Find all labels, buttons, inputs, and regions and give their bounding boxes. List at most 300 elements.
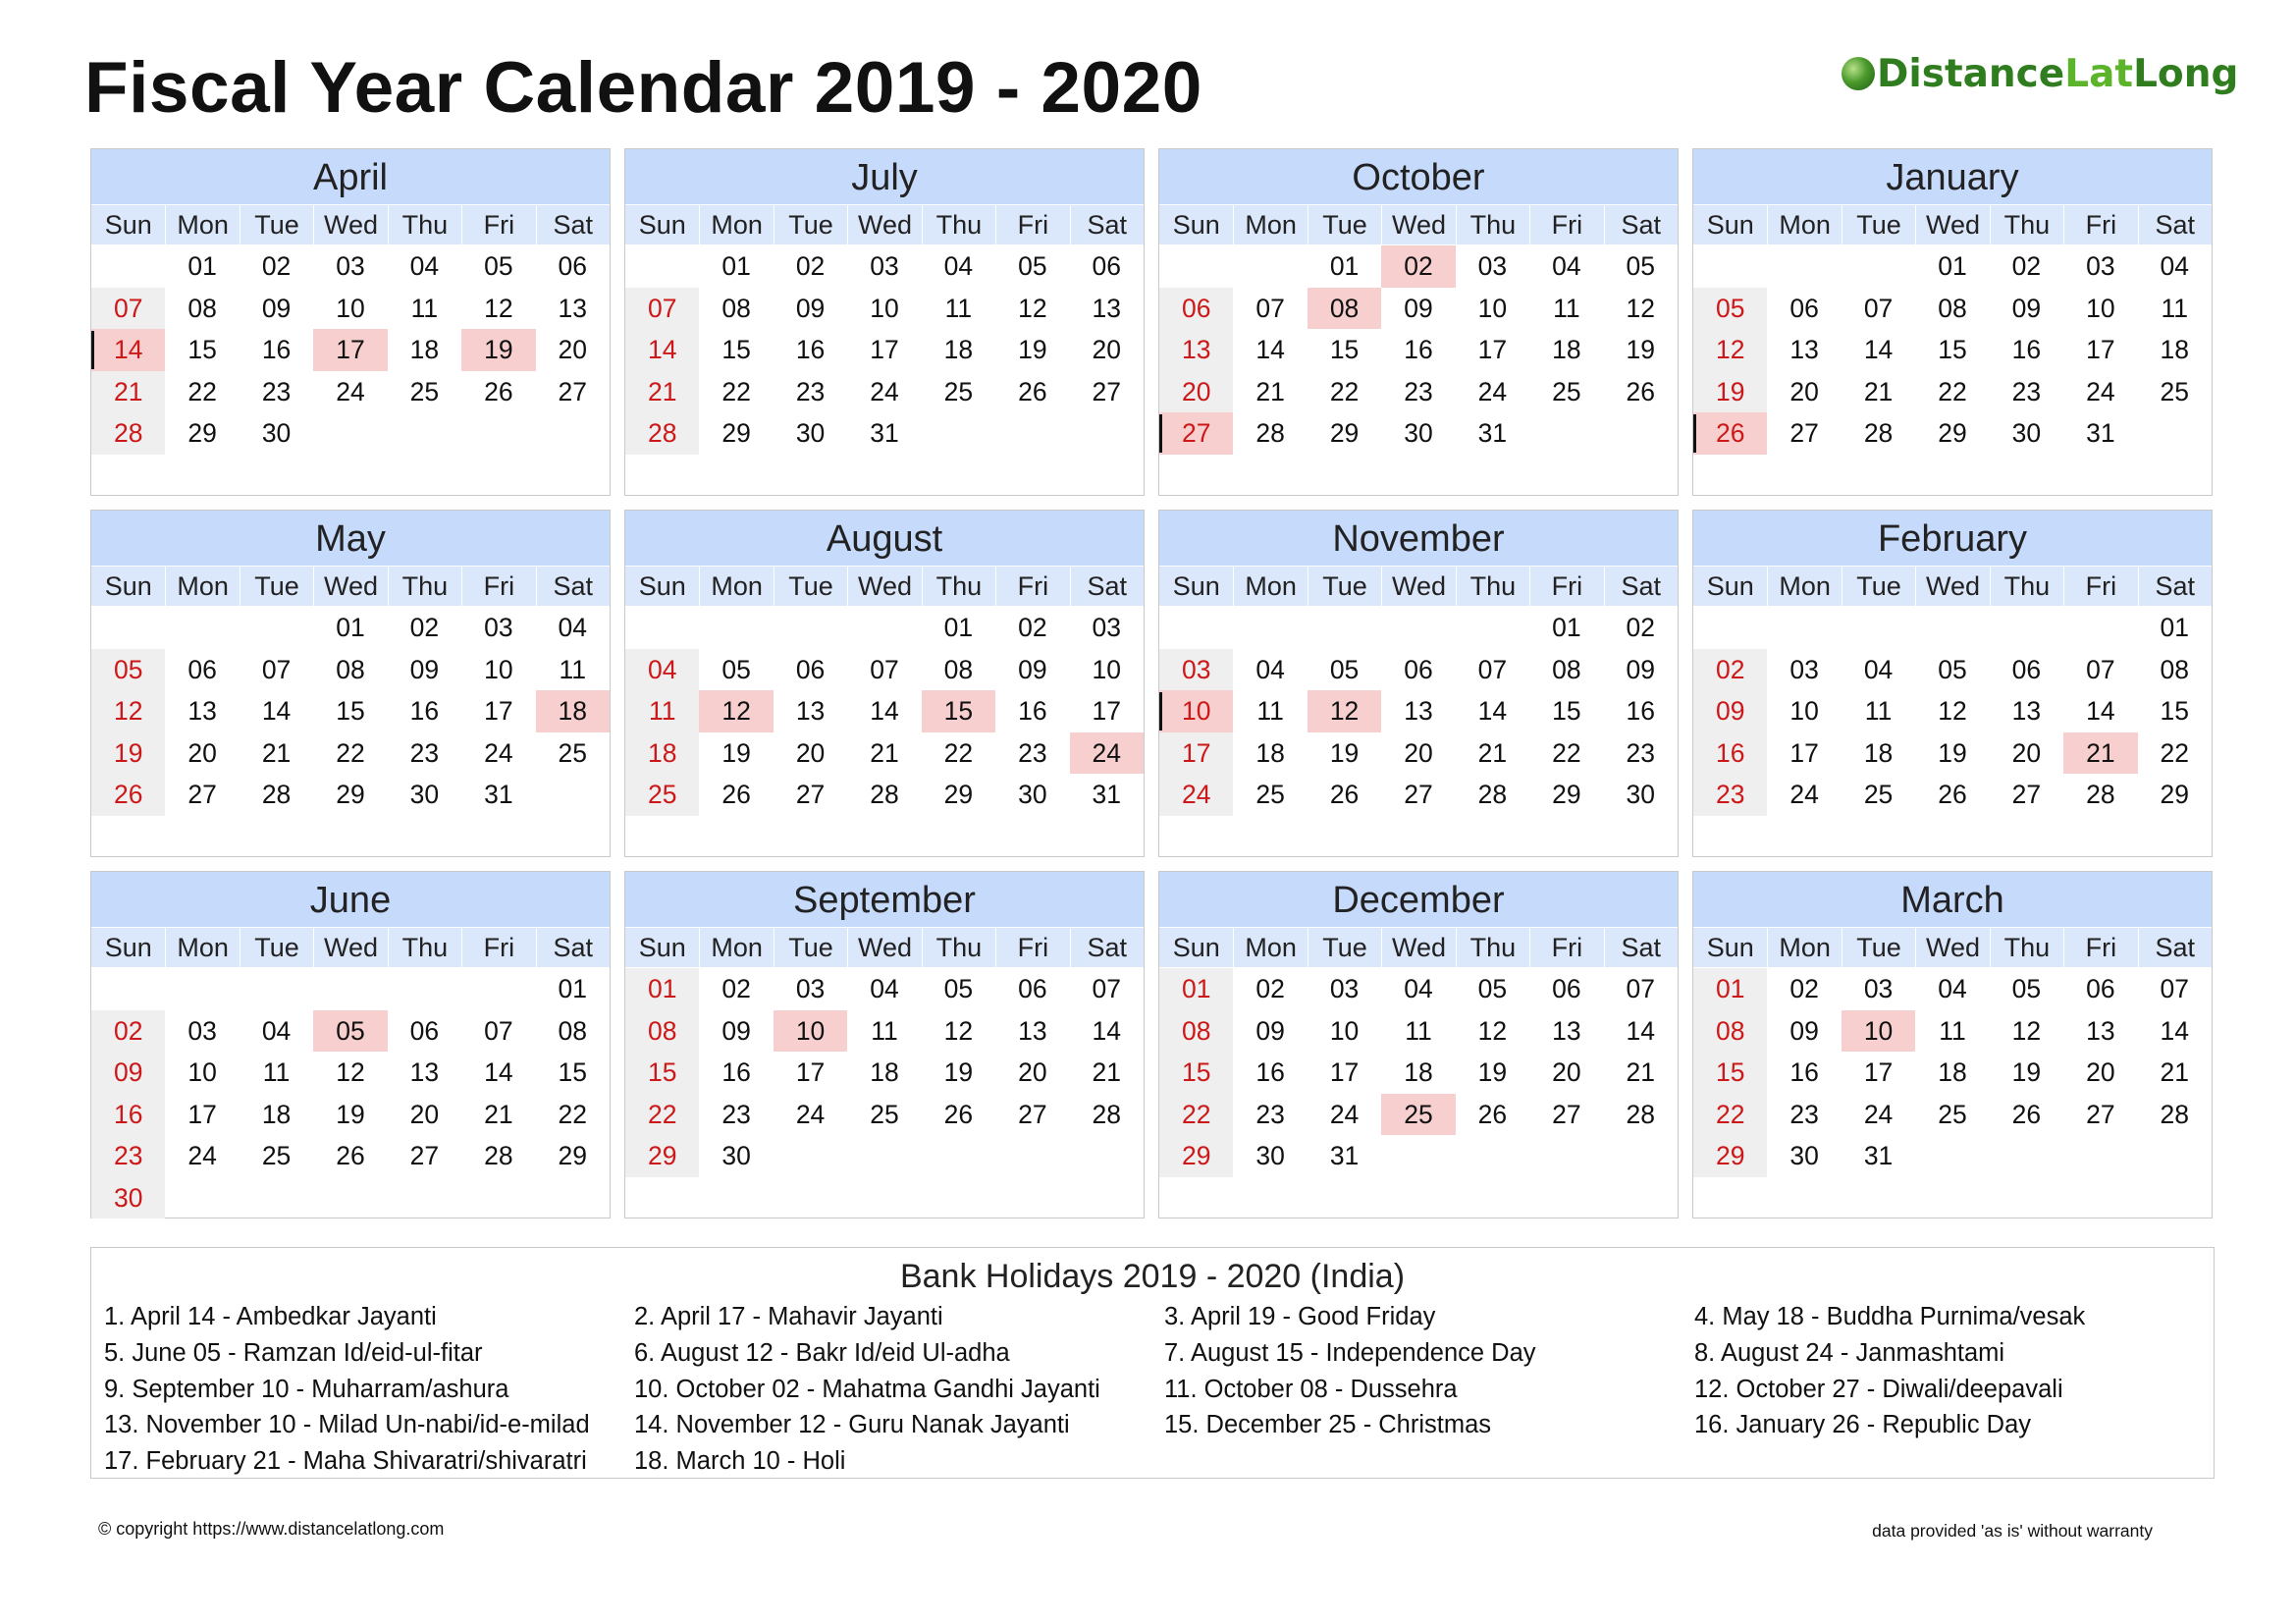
- day-cell[interactable]: 12: [91, 690, 165, 732]
- day-cell[interactable]: 18: [943, 335, 974, 364]
- day-cell[interactable]: 11: [871, 1015, 898, 1046]
- day-cell[interactable]: 03: [1329, 974, 1360, 1003]
- holiday-day-cell[interactable]: 27: [1159, 412, 1233, 455]
- day-cell[interactable]: 23: [721, 1099, 751, 1129]
- day-cell[interactable]: 28: [91, 412, 165, 455]
- day-cell[interactable]: 27: [1092, 376, 1122, 406]
- day-cell[interactable]: 22: [1159, 1094, 1233, 1136]
- day-cell[interactable]: 06: [1092, 251, 1122, 281]
- day-cell[interactable]: 19: [1018, 335, 1047, 364]
- day-cell[interactable]: 07: [1626, 974, 1656, 1003]
- day-cell[interactable]: 02: [1693, 649, 1767, 691]
- holiday-day-cell[interactable]: 10: [1159, 690, 1233, 732]
- day-cell[interactable]: 30: [409, 780, 440, 809]
- day-cell[interactable]: 04: [870, 974, 899, 1003]
- day-cell[interactable]: 10: [2086, 293, 2115, 323]
- day-cell[interactable]: 18: [1552, 335, 1581, 364]
- day-cell[interactable]: 25: [409, 376, 440, 406]
- day-cell[interactable]: 07: [1477, 654, 1508, 684]
- day-cell[interactable]: 16: [1404, 335, 1433, 364]
- day-cell[interactable]: 03: [1863, 974, 1894, 1003]
- day-cell[interactable]: 02: [795, 251, 826, 281]
- day-cell[interactable]: 31: [870, 418, 899, 448]
- day-cell[interactable]: 18: [1863, 737, 1894, 768]
- day-cell[interactable]: 09: [1626, 654, 1656, 684]
- day-cell[interactable]: 13: [187, 696, 217, 726]
- day-cell[interactable]: 27: [2011, 780, 2042, 809]
- day-cell[interactable]: 30: [1255, 1141, 1285, 1170]
- holiday-day-cell[interactable]: 12: [1308, 690, 1381, 732]
- day-cell[interactable]: 25: [625, 774, 699, 816]
- day-cell[interactable]: 06: [1789, 293, 1819, 323]
- day-cell[interactable]: 13: [2086, 1015, 2115, 1046]
- day-cell[interactable]: 09: [2011, 293, 2042, 323]
- holiday-day-cell[interactable]: 17: [313, 329, 387, 371]
- day-cell[interactable]: 24: [1789, 780, 1819, 809]
- day-cell[interactable]: 03: [484, 613, 513, 642]
- day-cell[interactable]: 05: [721, 654, 751, 684]
- day-cell[interactable]: 15: [187, 335, 217, 364]
- day-cell[interactable]: 23: [91, 1135, 165, 1177]
- day-cell[interactable]: 20: [2011, 737, 2042, 768]
- day-cell[interactable]: 12: [1477, 1015, 1508, 1046]
- day-cell[interactable]: 09: [1693, 690, 1767, 732]
- day-cell[interactable]: 20: [1018, 1057, 1047, 1087]
- day-cell[interactable]: 12: [336, 1057, 365, 1087]
- day-cell[interactable]: 30: [795, 418, 826, 448]
- day-cell[interactable]: 18: [261, 1099, 292, 1129]
- day-cell[interactable]: 03: [1092, 613, 1122, 642]
- day-cell[interactable]: 12: [1626, 293, 1656, 323]
- day-cell[interactable]: 20: [558, 335, 588, 364]
- day-cell[interactable]: 11: [410, 293, 439, 323]
- day-cell[interactable]: 19: [1477, 1057, 1508, 1087]
- day-cell[interactable]: 11: [2161, 293, 2189, 323]
- day-cell[interactable]: 02: [409, 613, 440, 642]
- day-cell[interactable]: 03: [870, 251, 899, 281]
- day-cell[interactable]: 04: [1863, 654, 1894, 684]
- day-cell[interactable]: 09: [795, 293, 826, 323]
- day-cell[interactable]: 04: [1552, 251, 1581, 281]
- day-cell[interactable]: 30: [261, 418, 292, 448]
- day-cell[interactable]: 10: [1092, 654, 1122, 684]
- day-cell[interactable]: 18: [625, 732, 699, 775]
- day-cell[interactable]: 18: [1938, 1057, 1967, 1087]
- day-cell[interactable]: 01: [1159, 968, 1233, 1010]
- day-cell[interactable]: 01: [625, 968, 699, 1010]
- day-cell[interactable]: 09: [1018, 654, 1047, 684]
- day-cell[interactable]: 05: [2011, 974, 2042, 1003]
- day-cell[interactable]: 22: [625, 1094, 699, 1136]
- day-cell[interactable]: 09: [409, 654, 440, 684]
- day-cell[interactable]: 02: [261, 251, 292, 281]
- day-cell[interactable]: 19: [1329, 737, 1360, 768]
- day-cell[interactable]: 24: [870, 376, 899, 406]
- day-cell[interactable]: 21: [91, 371, 165, 413]
- day-cell[interactable]: 26: [1018, 376, 1047, 406]
- day-cell[interactable]: 15: [558, 1057, 588, 1087]
- day-cell[interactable]: 11: [1939, 1015, 1966, 1046]
- day-cell[interactable]: 16: [1693, 732, 1767, 775]
- day-cell[interactable]: 06: [558, 251, 588, 281]
- day-cell[interactable]: 25: [1255, 780, 1285, 809]
- day-cell[interactable]: 13: [1092, 293, 1122, 323]
- day-cell[interactable]: 29: [721, 418, 751, 448]
- day-cell[interactable]: 14: [1255, 335, 1285, 364]
- day-cell[interactable]: 21: [1626, 1057, 1656, 1087]
- day-cell[interactable]: 27: [1404, 780, 1433, 809]
- day-cell[interactable]: 01: [1552, 613, 1581, 642]
- day-cell[interactable]: 06: [187, 654, 217, 684]
- day-cell[interactable]: 30: [1626, 780, 1656, 809]
- holiday-day-cell[interactable]: 05: [313, 1010, 387, 1053]
- day-cell[interactable]: 23: [795, 376, 826, 406]
- day-cell[interactable]: 08: [187, 293, 217, 323]
- day-cell[interactable]: 02: [1018, 613, 1047, 642]
- day-cell[interactable]: 07: [1255, 293, 1285, 323]
- day-cell[interactable]: 09: [721, 1015, 751, 1046]
- day-cell[interactable]: 15: [2160, 696, 2190, 726]
- holiday-day-cell[interactable]: 14: [91, 329, 165, 371]
- day-cell[interactable]: 08: [2160, 654, 2190, 684]
- day-cell[interactable]: 06: [1018, 974, 1047, 1003]
- day-cell[interactable]: 22: [943, 737, 974, 768]
- day-cell[interactable]: 29: [2160, 780, 2190, 809]
- day-cell[interactable]: 11: [1256, 696, 1284, 726]
- day-cell[interactable]: 25: [261, 1141, 292, 1170]
- day-cell[interactable]: 05: [1693, 288, 1767, 330]
- day-cell[interactable]: 01: [1938, 251, 1967, 281]
- day-cell[interactable]: 01: [721, 251, 751, 281]
- day-cell[interactable]: 12: [943, 1015, 974, 1046]
- day-cell[interactable]: 11: [944, 293, 973, 323]
- day-cell[interactable]: 18: [1404, 1057, 1433, 1087]
- day-cell[interactable]: 03: [795, 974, 826, 1003]
- day-cell[interactable]: 14: [484, 1057, 513, 1087]
- day-cell[interactable]: 15: [1329, 335, 1360, 364]
- day-cell[interactable]: 08: [721, 293, 751, 323]
- day-cell[interactable]: 11: [625, 690, 699, 732]
- day-cell[interactable]: 25: [870, 1099, 899, 1129]
- day-cell[interactable]: 21: [1255, 376, 1285, 406]
- day-cell[interactable]: 03: [1159, 649, 1233, 691]
- holiday-day-cell[interactable]: 21: [2063, 732, 2137, 775]
- day-cell[interactable]: 06: [1552, 974, 1581, 1003]
- day-cell[interactable]: 22: [1552, 737, 1581, 768]
- day-cell[interactable]: 11: [1553, 293, 1580, 323]
- day-cell[interactable]: 05: [943, 974, 974, 1003]
- day-cell[interactable]: 02: [91, 1010, 165, 1053]
- day-cell[interactable]: 06: [2011, 654, 2042, 684]
- day-cell[interactable]: 16: [409, 696, 440, 726]
- day-cell[interactable]: 17: [187, 1099, 217, 1129]
- day-cell[interactable]: 13: [1789, 335, 1819, 364]
- day-cell[interactable]: 14: [2160, 1015, 2190, 1046]
- day-cell[interactable]: 28: [1626, 1099, 1656, 1129]
- day-cell[interactable]: 01: [1693, 968, 1767, 1010]
- day-cell[interactable]: 26: [943, 1099, 974, 1129]
- day-cell[interactable]: 30: [2011, 418, 2042, 448]
- day-cell[interactable]: 15: [1159, 1052, 1233, 1094]
- day-cell[interactable]: 14: [1477, 696, 1508, 726]
- day-cell[interactable]: 08: [625, 1010, 699, 1053]
- day-cell[interactable]: 21: [625, 371, 699, 413]
- day-cell[interactable]: 22: [558, 1099, 588, 1129]
- day-cell[interactable]: 07: [484, 1015, 513, 1046]
- day-cell[interactable]: 08: [1938, 293, 1967, 323]
- day-cell[interactable]: 20: [1159, 371, 1233, 413]
- day-cell[interactable]: 07: [261, 654, 292, 684]
- day-cell[interactable]: 09: [1404, 293, 1433, 323]
- day-cell[interactable]: 10: [870, 293, 899, 323]
- day-cell[interactable]: 02: [2011, 251, 2042, 281]
- day-cell[interactable]: 27: [558, 376, 588, 406]
- day-cell[interactable]: 17: [1159, 732, 1233, 775]
- day-cell[interactable]: 06: [409, 1015, 440, 1046]
- day-cell[interactable]: 24: [1863, 1099, 1894, 1129]
- day-cell[interactable]: 19: [943, 1057, 974, 1087]
- day-cell[interactable]: 05: [1626, 251, 1656, 281]
- day-cell[interactable]: 01: [187, 251, 217, 281]
- day-cell[interactable]: 13: [1404, 696, 1433, 726]
- holiday-day-cell[interactable]: 10: [774, 1010, 847, 1053]
- day-cell[interactable]: 17: [1789, 737, 1819, 768]
- day-cell[interactable]: 20: [1092, 335, 1122, 364]
- day-cell[interactable]: 07: [1863, 293, 1894, 323]
- day-cell[interactable]: 02: [1626, 613, 1656, 642]
- day-cell[interactable]: 04: [1938, 974, 1967, 1003]
- day-cell[interactable]: 20: [409, 1099, 440, 1129]
- day-cell[interactable]: 08: [943, 654, 974, 684]
- day-cell[interactable]: 13: [558, 293, 588, 323]
- day-cell[interactable]: 04: [558, 613, 588, 642]
- day-cell[interactable]: 13: [2011, 696, 2042, 726]
- day-cell[interactable]: 26: [1329, 780, 1360, 809]
- day-cell[interactable]: 26: [484, 376, 513, 406]
- day-cell[interactable]: 11: [559, 654, 587, 684]
- day-cell[interactable]: 07: [625, 288, 699, 330]
- day-cell[interactable]: 19: [2011, 1057, 2042, 1087]
- day-cell[interactable]: 15: [1938, 335, 1967, 364]
- day-cell[interactable]: 23: [1018, 737, 1047, 768]
- day-cell[interactable]: 28: [484, 1141, 513, 1170]
- day-cell[interactable]: 23: [1789, 1099, 1819, 1129]
- day-cell[interactable]: 03: [2086, 251, 2115, 281]
- day-cell[interactable]: 21: [1477, 737, 1508, 768]
- holiday-day-cell[interactable]: 08: [1308, 288, 1381, 330]
- day-cell[interactable]: 16: [1255, 1057, 1285, 1087]
- day-cell[interactable]: 23: [1404, 376, 1433, 406]
- day-cell[interactable]: 25: [558, 737, 588, 768]
- day-cell[interactable]: 08: [1552, 654, 1581, 684]
- day-cell[interactable]: 31: [2086, 418, 2115, 448]
- day-cell[interactable]: 10: [484, 654, 513, 684]
- day-cell[interactable]: 10: [336, 293, 365, 323]
- day-cell[interactable]: 27: [1789, 418, 1819, 448]
- day-cell[interactable]: 15: [1693, 1052, 1767, 1094]
- day-cell[interactable]: 25: [1863, 780, 1894, 809]
- day-cell[interactable]: 29: [625, 1135, 699, 1177]
- day-cell[interactable]: 08: [336, 654, 365, 684]
- day-cell[interactable]: 04: [2160, 251, 2190, 281]
- day-cell[interactable]: 14: [1863, 335, 1894, 364]
- day-cell[interactable]: 28: [2160, 1099, 2190, 1129]
- day-cell[interactable]: 22: [721, 376, 751, 406]
- day-cell[interactable]: 20: [1552, 1057, 1581, 1087]
- day-cell[interactable]: 31: [1477, 418, 1508, 448]
- day-cell[interactable]: 15: [1552, 696, 1581, 726]
- day-cell[interactable]: 20: [1789, 376, 1819, 406]
- day-cell[interactable]: 20: [2086, 1057, 2115, 1087]
- day-cell[interactable]: 17: [1863, 1057, 1894, 1087]
- day-cell[interactable]: 16: [1626, 696, 1656, 726]
- day-cell[interactable]: 28: [261, 780, 292, 809]
- day-cell[interactable]: 29: [943, 780, 974, 809]
- day-cell[interactable]: 29: [187, 418, 217, 448]
- day-cell[interactable]: 17: [1477, 335, 1508, 364]
- day-cell[interactable]: 10: [187, 1057, 217, 1087]
- day-cell[interactable]: 12: [1693, 329, 1767, 371]
- day-cell[interactable]: 13: [1159, 329, 1233, 371]
- day-cell[interactable]: 01: [1329, 251, 1360, 281]
- day-cell[interactable]: 30: [1404, 418, 1433, 448]
- day-cell[interactable]: 22: [336, 737, 365, 768]
- day-cell[interactable]: 25: [1938, 1099, 1967, 1129]
- day-cell[interactable]: 21: [1863, 376, 1894, 406]
- day-cell[interactable]: 27: [795, 780, 826, 809]
- day-cell[interactable]: 02: [1255, 974, 1285, 1003]
- day-cell[interactable]: 14: [625, 329, 699, 371]
- day-cell[interactable]: 28: [1255, 418, 1285, 448]
- day-cell[interactable]: 13: [795, 696, 826, 726]
- holiday-day-cell[interactable]: 15: [922, 690, 995, 732]
- day-cell[interactable]: 06: [1404, 654, 1433, 684]
- day-cell[interactable]: 17: [1329, 1057, 1360, 1087]
- day-cell[interactable]: 25: [1552, 376, 1581, 406]
- day-cell[interactable]: 27: [1018, 1099, 1047, 1129]
- day-cell[interactable]: 17: [484, 696, 513, 726]
- holiday-day-cell[interactable]: 24: [1070, 732, 1144, 775]
- day-cell[interactable]: 22: [1693, 1094, 1767, 1136]
- day-cell[interactable]: 07: [91, 288, 165, 330]
- holiday-day-cell[interactable]: 12: [699, 690, 773, 732]
- day-cell[interactable]: 17: [2086, 335, 2115, 364]
- day-cell[interactable]: 15: [625, 1052, 699, 1094]
- day-cell[interactable]: 23: [1693, 774, 1767, 816]
- day-cell[interactable]: 14: [261, 696, 292, 726]
- day-cell[interactable]: 21: [870, 737, 899, 768]
- day-cell[interactable]: 10: [1789, 696, 1819, 726]
- day-cell[interactable]: 03: [187, 1015, 217, 1046]
- day-cell[interactable]: 16: [1789, 1057, 1819, 1087]
- day-cell[interactable]: 14: [2086, 696, 2115, 726]
- day-cell[interactable]: 19: [336, 1099, 365, 1129]
- day-cell[interactable]: 29: [1938, 418, 1967, 448]
- day-cell[interactable]: 14: [1626, 1015, 1656, 1046]
- day-cell[interactable]: 21: [261, 737, 292, 768]
- day-cell[interactable]: 05: [1477, 974, 1508, 1003]
- day-cell[interactable]: 16: [1018, 696, 1047, 726]
- day-cell[interactable]: 19: [1693, 371, 1767, 413]
- day-cell[interactable]: 22: [2160, 737, 2190, 768]
- day-cell[interactable]: 13: [1018, 1015, 1047, 1046]
- day-cell[interactable]: 16: [795, 335, 826, 364]
- day-cell[interactable]: 12: [2011, 1015, 2042, 1046]
- day-cell[interactable]: 25: [943, 376, 974, 406]
- day-cell[interactable]: 04: [261, 1015, 292, 1046]
- day-cell[interactable]: 20: [1404, 737, 1433, 768]
- day-cell[interactable]: 04: [409, 251, 440, 281]
- day-cell[interactable]: 17: [870, 335, 899, 364]
- day-cell[interactable]: 26: [1626, 376, 1656, 406]
- holiday-day-cell[interactable]: 26: [1693, 412, 1767, 455]
- day-cell[interactable]: 26: [91, 774, 165, 816]
- day-cell[interactable]: 05: [1018, 251, 1047, 281]
- day-cell[interactable]: 28: [1863, 418, 1894, 448]
- day-cell[interactable]: 26: [1477, 1099, 1508, 1129]
- day-cell[interactable]: 07: [1092, 974, 1122, 1003]
- day-cell[interactable]: 19: [91, 732, 165, 775]
- day-cell[interactable]: 23: [409, 737, 440, 768]
- day-cell[interactable]: 30: [1018, 780, 1047, 809]
- day-cell[interactable]: 21: [2160, 1057, 2190, 1087]
- holiday-day-cell[interactable]: 02: [1381, 245, 1455, 288]
- day-cell[interactable]: 01: [943, 613, 974, 642]
- day-cell[interactable]: 10: [1329, 1015, 1360, 1046]
- day-cell[interactable]: 20: [187, 737, 217, 768]
- day-cell[interactable]: 23: [261, 376, 292, 406]
- day-cell[interactable]: 19: [721, 737, 751, 768]
- day-cell[interactable]: 16: [91, 1094, 165, 1136]
- day-cell[interactable]: 03: [1789, 654, 1819, 684]
- day-cell[interactable]: 24: [1477, 376, 1508, 406]
- day-cell[interactable]: 18: [2160, 335, 2190, 364]
- day-cell[interactable]: 17: [1092, 696, 1122, 726]
- day-cell[interactable]: 07: [2086, 654, 2115, 684]
- day-cell[interactable]: 30: [91, 1177, 165, 1219]
- day-cell[interactable]: 23: [1255, 1099, 1285, 1129]
- holiday-day-cell[interactable]: 10: [1842, 1010, 1915, 1053]
- day-cell[interactable]: 22: [187, 376, 217, 406]
- day-cell[interactable]: 04: [1404, 974, 1433, 1003]
- day-cell[interactable]: 29: [1329, 418, 1360, 448]
- day-cell[interactable]: 11: [1864, 696, 1893, 726]
- day-cell[interactable]: 27: [409, 1141, 440, 1170]
- day-cell[interactable]: 09: [1789, 1015, 1819, 1046]
- day-cell[interactable]: 28: [625, 412, 699, 455]
- day-cell[interactable]: 23: [1626, 737, 1656, 768]
- day-cell[interactable]: 30: [1789, 1141, 1819, 1170]
- day-cell[interactable]: 12: [1938, 696, 1967, 726]
- day-cell[interactable]: 16: [721, 1057, 751, 1087]
- day-cell[interactable]: 15: [721, 335, 751, 364]
- day-cell[interactable]: 06: [2086, 974, 2115, 1003]
- day-cell[interactable]: 19: [1938, 737, 1967, 768]
- day-cell[interactable]: 18: [1255, 737, 1285, 768]
- day-cell[interactable]: 09: [261, 293, 292, 323]
- day-cell[interactable]: 12: [1018, 293, 1047, 323]
- day-cell[interactable]: 06: [795, 654, 826, 684]
- day-cell[interactable]: 01: [2160, 613, 2190, 642]
- day-cell[interactable]: 28: [2086, 780, 2115, 809]
- day-cell[interactable]: 27: [187, 780, 217, 809]
- day-cell[interactable]: 28: [1477, 780, 1508, 809]
- day-cell[interactable]: 07: [870, 654, 899, 684]
- day-cell[interactable]: 05: [1329, 654, 1360, 684]
- day-cell[interactable]: 29: [336, 780, 365, 809]
- day-cell[interactable]: 02: [721, 974, 751, 1003]
- day-cell[interactable]: 09: [91, 1052, 165, 1094]
